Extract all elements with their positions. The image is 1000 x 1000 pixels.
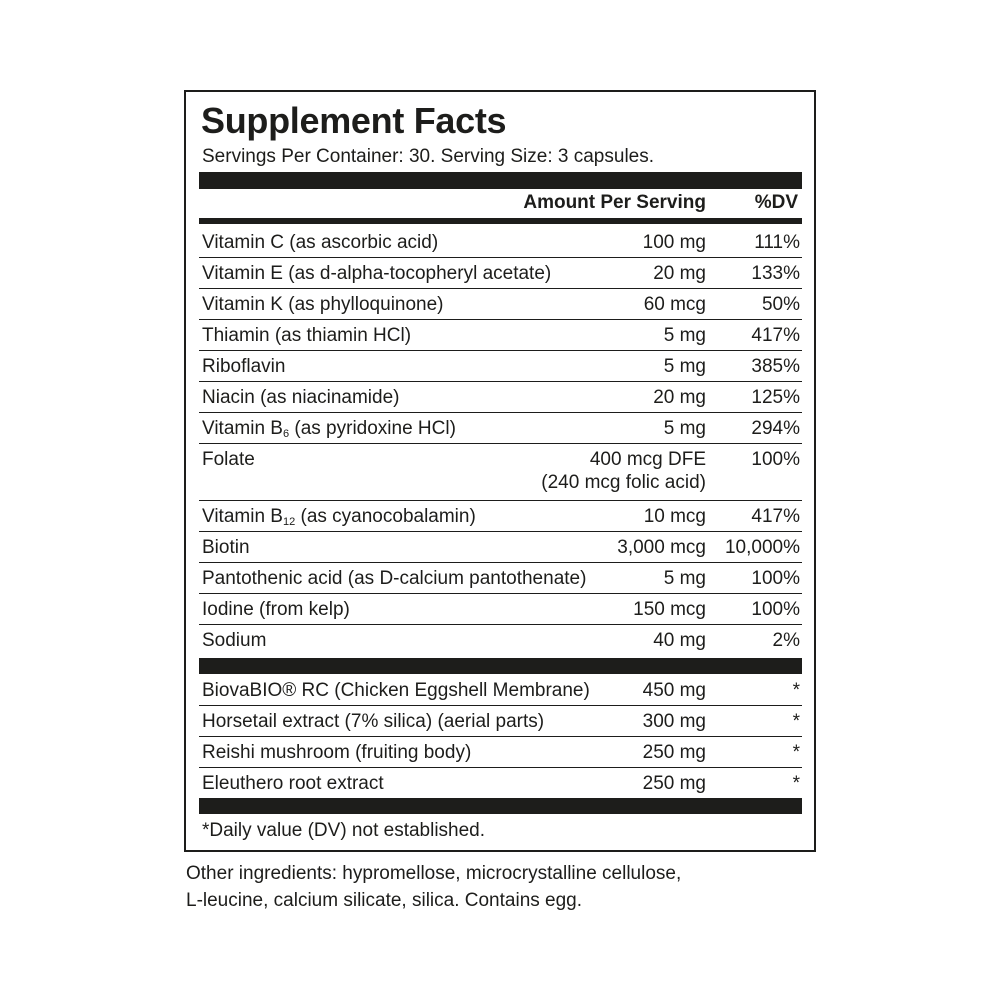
ingredient-dv: * (792, 711, 800, 732)
nutrient-name: Folate (202, 449, 255, 470)
nutrient-amount: 100 mg (642, 232, 706, 253)
nutrient-row (199, 320, 802, 351)
ingredient-dv: * (792, 742, 800, 763)
nutrient-name: Biotin (202, 537, 250, 558)
nutrient-name: Vitamin K (as phylloquinone) (202, 294, 444, 315)
nutrient-dv: 100% (751, 568, 800, 589)
nutrient-amount: 40 mg (653, 630, 706, 651)
nutrient-dv: 294% (751, 418, 800, 439)
nutrient-dv: 417% (751, 506, 800, 527)
nutrient-amount: 3,000 mcg (617, 537, 706, 558)
nutrient-row (199, 227, 802, 258)
nutrient-dv: 50% (761, 294, 800, 315)
nutrient-amount: 5 mg (663, 568, 706, 589)
nutrient-row (199, 351, 802, 382)
nutrient-dv: 125% (751, 387, 800, 408)
nutrient-row (199, 563, 802, 594)
ingredient-row (199, 768, 802, 799)
nutrient-dv: 100% (751, 599, 800, 620)
ingredient-name: Eleuthero root extract (202, 773, 384, 794)
nutrient-row (199, 594, 802, 625)
nutrient-row (199, 289, 802, 320)
nutrient-dv: 417% (751, 325, 800, 346)
ingredient-amount: 250 mg (642, 742, 706, 763)
nutrient-name: Iodine (from kelp) (202, 599, 350, 620)
thick-divider-top (199, 172, 802, 189)
nutrient-name: Sodium (202, 630, 267, 651)
nutrient-row (199, 258, 802, 289)
thick-divider-middle (199, 658, 802, 674)
medium-divider (199, 218, 802, 224)
dv-header: %DV (754, 192, 798, 213)
ingredient-name: Horsetail extract (7% silica) (aerial parts) (202, 711, 545, 732)
panel-title: Supplement Facts (201, 100, 507, 141)
other-ingredients (186, 860, 681, 914)
nutrient-amount: 20 mg (653, 387, 706, 408)
ingredient-dv: * (792, 773, 800, 794)
nutrient-dv: 2% (772, 630, 800, 651)
nutrient-dv: 111% (754, 232, 800, 253)
ingredient-row (199, 737, 802, 768)
amount-per-serving-header: Amount Per Serving (523, 192, 706, 213)
nutrient-dv: 10,000% (724, 537, 800, 558)
nutrient-dv: 100% (751, 449, 800, 470)
thick-divider-bottom (199, 798, 802, 814)
ingredient-amount: 300 mg (642, 711, 706, 732)
ingredient-row (199, 706, 802, 737)
nutrient-amount: 150 mcg (633, 599, 706, 620)
nutrient-amount: 5 mg (663, 325, 706, 346)
ingredient-name: Reishi mushroom (fruiting body) (202, 742, 472, 763)
nutrient-row (199, 501, 802, 532)
nutrient-amount: 5 mg (663, 418, 706, 439)
nutrient-name: Niacin (as niacinamide) (202, 387, 400, 408)
nutrient-name: Riboflavin (202, 356, 286, 377)
nutrient-name: Thiamin (as thiamin HCl) (202, 325, 412, 346)
ingredient-row (199, 675, 802, 706)
nutrient-amount: 20 mg (653, 263, 706, 284)
nutrient-name: Vitamin $B_6$ (as pyridoxine HCl) (202, 418, 456, 440)
nutrient-name: Vitamin C (as ascorbic acid) (202, 232, 439, 253)
nutrient-row (199, 413, 802, 444)
nutrient-amount: 5 mg (663, 356, 706, 377)
nutrient-amount: 60 mcg (643, 294, 706, 315)
nutrient-name: Vitamin $B_{12}$ (as cyanocobalamin) (202, 506, 476, 528)
ingredient-amount: 250 mg (642, 773, 706, 794)
ingredient-name: BiovaBIO® RC (Chicken Eggshell Membrane) (202, 680, 590, 701)
supplement-facts-panel (184, 90, 816, 852)
nutrient-dv: 133% (751, 263, 800, 284)
other-ingredients-line-2: L-leucine, calcium silicate, silica. Contains egg. (186, 890, 583, 911)
nutrient-amount: 400 mcg DFE (589, 449, 706, 470)
nutrient-amount: 10 mcg (643, 506, 706, 527)
nutrient-amount-detail: (240 mcg folic acid) (541, 472, 706, 493)
other-ingredients-line-1: Other ingredients: hypromellose, microcrystalline cellulose, (186, 863, 682, 884)
ingredient-amount: 450 mg (642, 680, 706, 701)
servings-info: Servings Per Container: 30. Serving Size: 3 capsules. (202, 146, 655, 167)
ingredient-dv: * (792, 680, 800, 701)
nutrient-row (199, 382, 802, 413)
nutrient-name: Pantothenic acid (as D-calcium pantothenate) (202, 568, 587, 589)
nutrient-dv: 385% (751, 356, 800, 377)
nutrient-row (199, 444, 802, 501)
dv-footnote: *Daily value (DV) not established. (202, 820, 486, 841)
nutrient-row (199, 625, 802, 656)
nutrient-name: Vitamin E (as d-alpha-tocopheryl acetate) (202, 263, 552, 284)
nutrient-row (199, 532, 802, 563)
